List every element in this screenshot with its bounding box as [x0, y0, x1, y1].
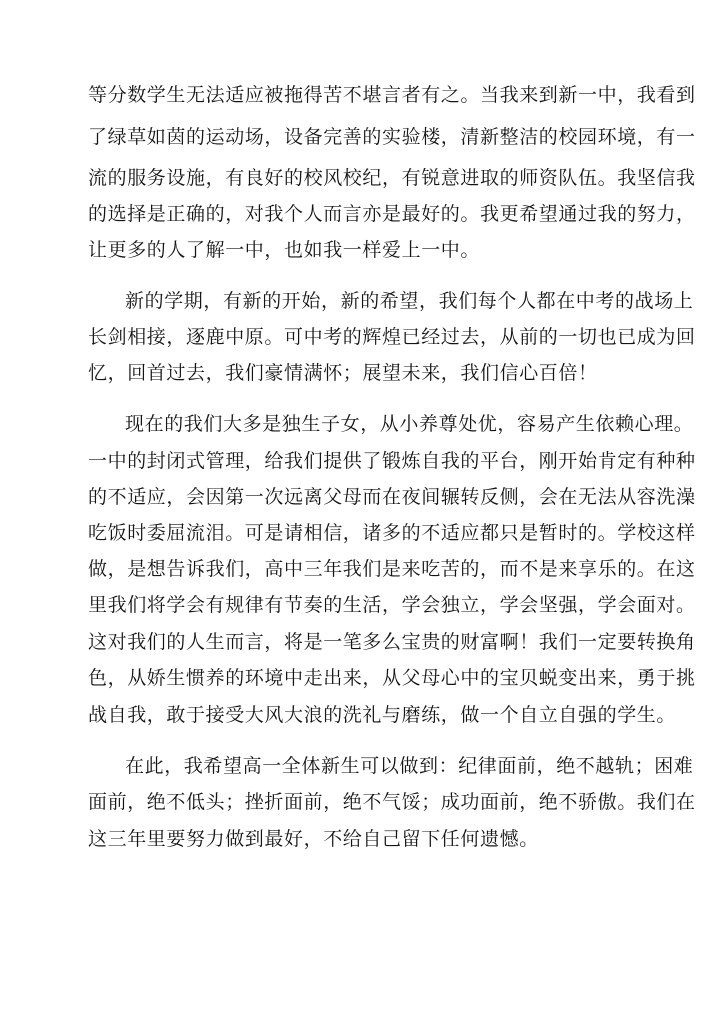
paragraph-3-line-7: 这对我们的人生而言，将是一笔多么宝贵的财富啊！我们一定要转换角 [88, 631, 696, 653]
paragraph-2-line-3: 忆，回首过去，我们豪情满怀；展望未来，我们信心百倍！ [88, 362, 598, 384]
paragraph-1-line-3: 流的服务设施，有良好的校风校纪，有锐意进取的师资队伍。我坚信我 [88, 167, 696, 189]
paragraph-3-line-1: 现在的我们大多是独生子女，从小养尊处优，容易产生依赖心理。 [125, 413, 694, 435]
paragraph-4-line-3: 这三年里要努力做到最好，不给自己留下任何遗憾。 [88, 828, 539, 850]
paragraph-3-line-5: 做，是想告诉我们，高中三年我们是来吃苦的，而不是来享乐的。在这 [88, 558, 696, 580]
paragraph-1-line-2: 了绿草如茵的运动场，设备完善的实验楼，清新整洁的校园环境，有一 [88, 126, 696, 148]
paragraph-2-line-2: 长剑相接，逐鹿中原。可中考的辉煌已经过去，从前的一切也已成为回 [88, 326, 696, 348]
paragraph-1-line-4: 的选择是正确的，对我个人而言亦是最好的。我更希望通过我的努力， [88, 203, 696, 225]
paragraph-3-line-8: 色，从娇生惯养的环境中走出来，从父母心中的宝贝蜕变出来，勇于挑 [88, 667, 696, 689]
paragraph-1-line-1: 等分数学生无法适应被拖得苦不堪言者有之。当我来到新一中，我看到 [88, 84, 696, 106]
paragraph-3-line-2: 一中的封闭式管理，给我们提供了锻炼自我的平台，刚开始肯定有种种 [88, 450, 696, 472]
paragraph-2-line-1: 新的学期，有新的开始，新的希望，我们每个人都在中考的战场上 [125, 290, 694, 312]
paragraph-3-line-4: 吃饭时委屈流泪。可是请相信，诸多的不适应都只是暂时的。学校这样 [88, 522, 696, 544]
paragraph-4-line-2: 面前，绝不低头；挫折面前，绝不气馁；成功面前，绝不骄傲。我们在 [88, 791, 696, 813]
paragraph-1-line-5: 让更多的人了解一中，也如我一样爱上一中。 [88, 239, 481, 261]
paragraph-3-line-6: 里我们将学会有规律有节奏的生活，学会独立，学会坚强，学会面对。 [88, 594, 696, 616]
paragraph-3-line-9: 战自我，敢于接受大风大浪的洗礼与磨练，做一个自立自强的学生。 [88, 704, 677, 726]
paragraph-4-line-1: 在此，我希望高一全体新生可以做到：纪律面前，绝不越轨；困难 [125, 755, 694, 777]
paragraph-3-line-3: 的不适应，会因第一次远离父母而在夜间辗转反侧，会在无法从容洗澡 [88, 486, 696, 508]
